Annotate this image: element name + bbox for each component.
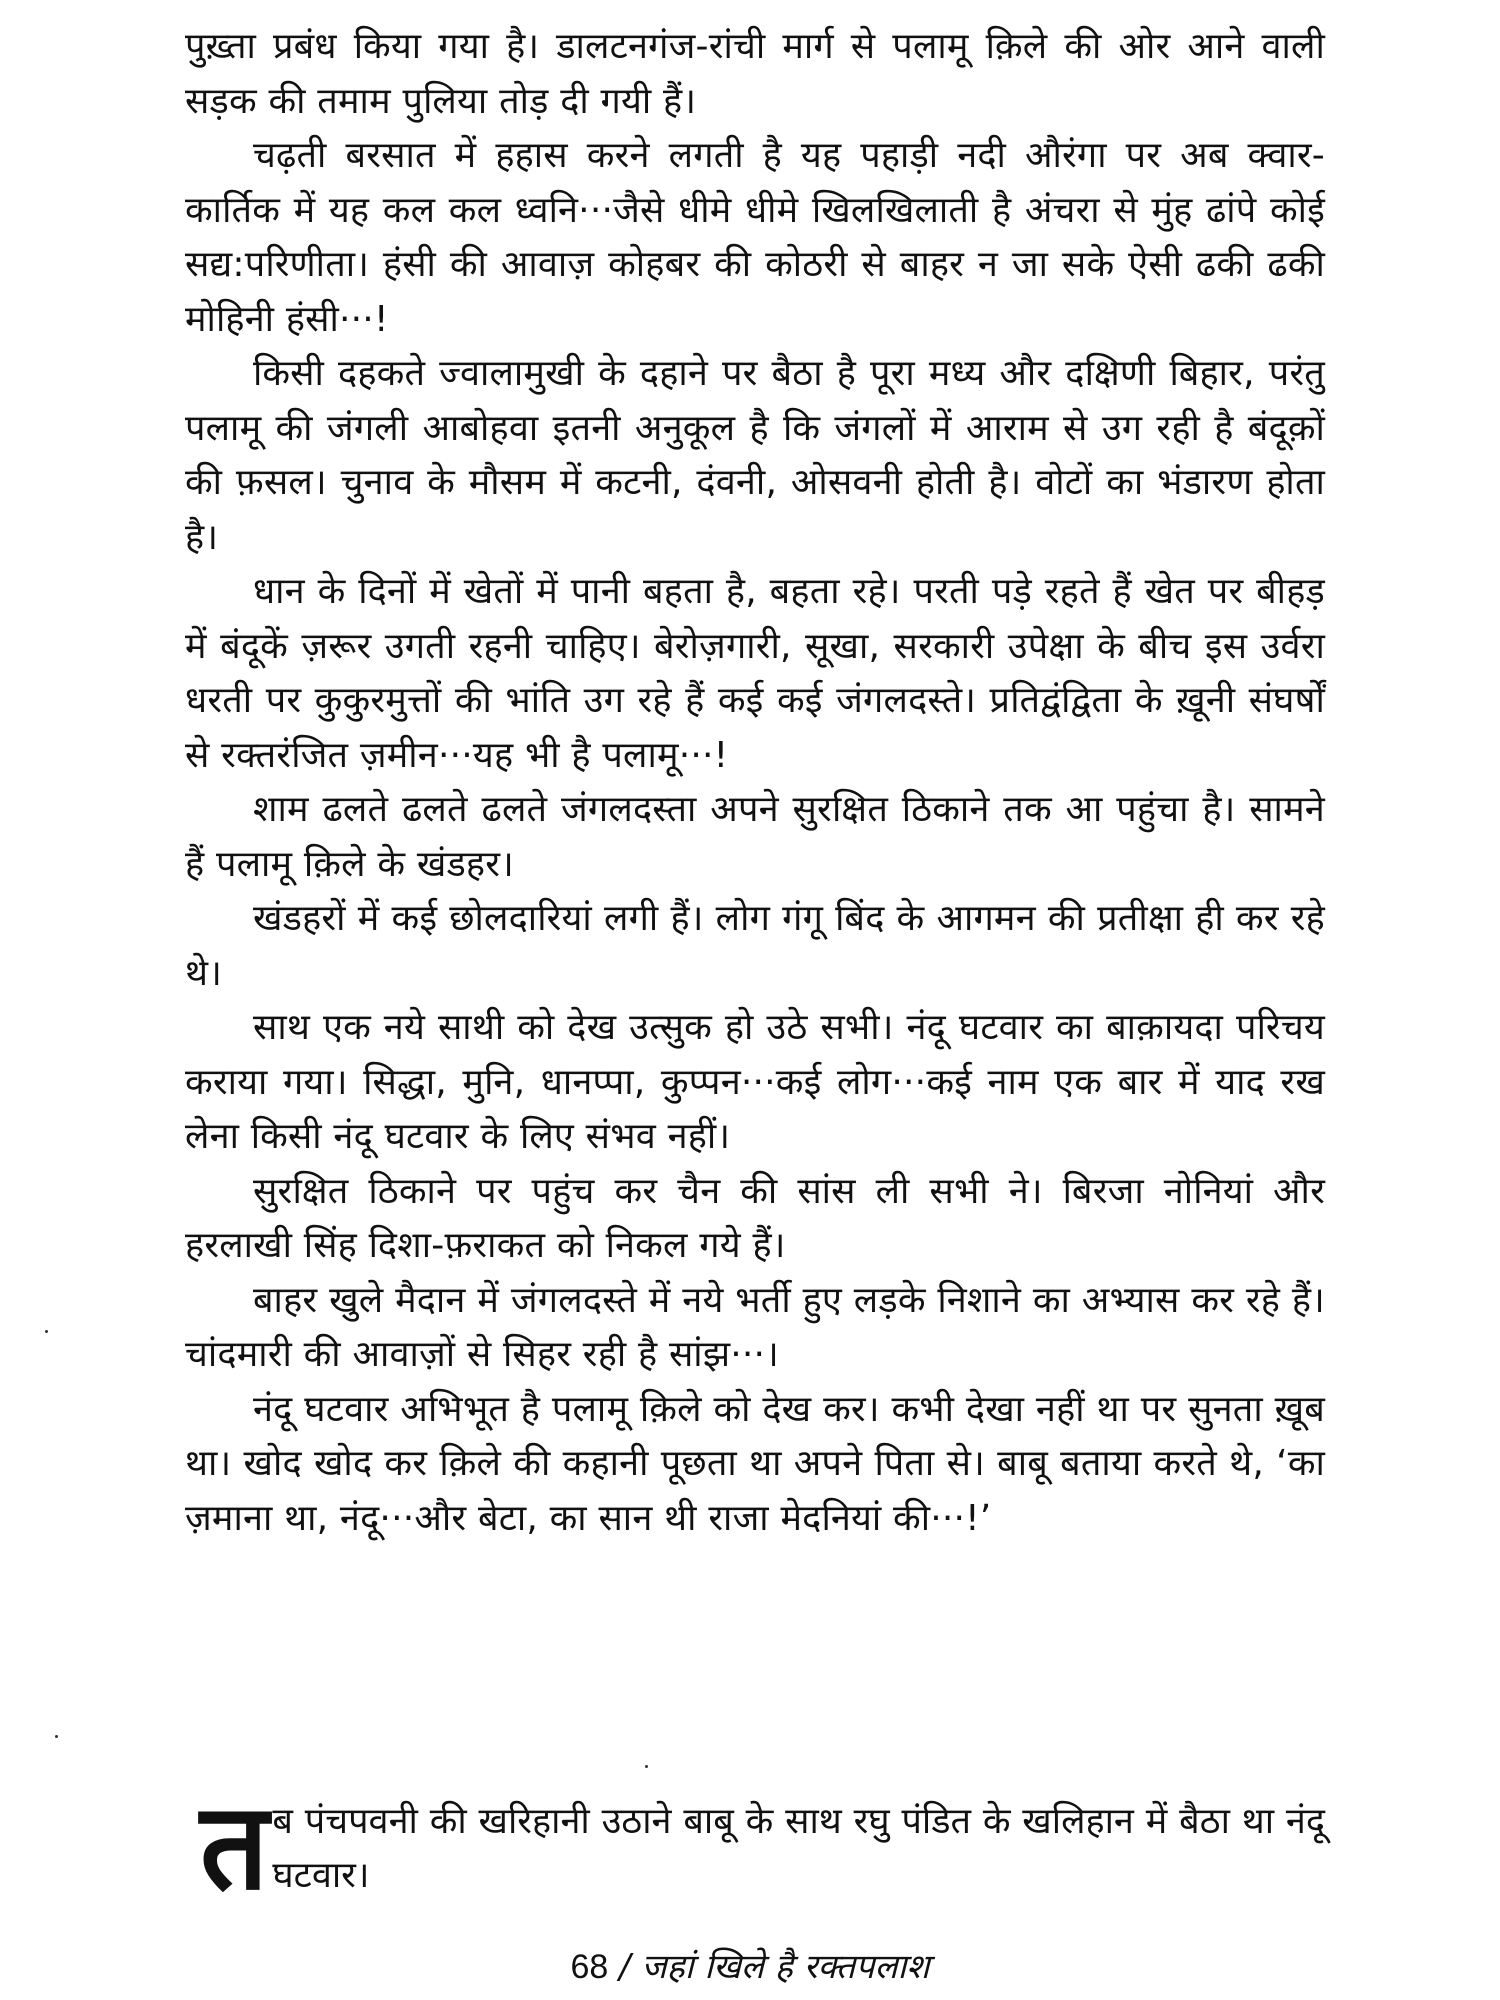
footer-separator: / [608, 1947, 642, 1987]
scan-speck [645, 1765, 648, 1768]
paragraph-5: शाम ढलते ढलते ढलते जंगलदस्ता अपने सुरक्षित ठिकाने तक आ पहुंचा है। सामने हैं पलामू क़िले के खंडहर। [185, 789, 1325, 885]
paragraph-7: साथ एक नये साथी को देख उत्सुक हो उठे सभी। नंदू घटवार का बाक़ायदा परिचय कराया गया। सिद्धा, मुनि, धानप्पा, कुप्पन···कई लोग···कई नाम एक बार में याद रख लेना किसी नंदू घटवार के लिए संभव नहीं। [185, 1007, 1325, 1157]
book-title: जहां खिले है रक्तपलाश [641, 1947, 930, 1987]
paragraph-9: बाहर खुले मैदान में जंगलदस्ते में नये भर्ती हुए लड़के निशाने का अभ्यास कर रहे हैं। चांदमारी की आवाज़ों से सिहर रही है सांझ···। [185, 1279, 1325, 1375]
scan-speck [55, 1735, 58, 1738]
section-opening-text: ब पंचपवनी की खरिहानी उठाने बाबू के साथ रघु पंडित के खलिहान में बैठा था नंदू घटवार। [272, 1801, 1325, 1896]
paragraph-2: चढ़ती बरसात में हहास करने लगती है यह पहाड़ी नदी औरंगा पर अब क्वार-कार्तिक में यह कल कल ध्वनि···जैसे धीमे धीमे खिलखिलाती है अंचरा से मुंह ढांपे कोई सद्य:परिणीता। हंसी की आवाज़ कोहबर की कोठरी से बाहर न जा सके ऐसी ढकी ढकी मोहिनी हंसी···! [185, 135, 1325, 340]
scan-speck [45, 1330, 48, 1333]
page-number: 68 [570, 1948, 609, 1986]
paragraph-8: सुरक्षित ठिकाने पर पहुंच कर चैन की सांस ली सभी ने। बिरजा नोनियां और हरलाखी सिंह दिशा-फ़राकत को निकल गये हैं। [185, 1170, 1325, 1266]
paragraph-4: धान के दिनों में खेतों में पानी बहता है, बहता रहे। परती पड़े रहते हैं खेत पर बीहड़ में बंदूकें ज़रूर उगती रहनी चाहिए। बेरोज़गारी, सूखा, सरकारी उपेक्षा के बीच इस उर्वरा धरती पर कुकुरमुत्तों की भांति उग रहे हैं कई कई जंगलदस्ते। प्रतिद्वंद्विता के ख़ूनी संघर्षों से रक्तरंजित ज़मीन···यह भी है पलामू···! [185, 571, 1325, 776]
paragraph-6: खंडहरों में कई छोलदारियां लगी हैं। लोग गंगू बिंद के आगमन की प्रतीक्षा ही कर रहे थे। [185, 898, 1325, 994]
page-footer [0, 1942, 1500, 1988]
body-text [185, 20, 1325, 1546]
paragraph-1: पुख़्ता प्रबंध किया गया है। डालटनगंज-रांची मार्ग से पलामू क़िले की ओर आने वाली सड़क की तमाम पुलिया तोड़ दी गयी हैं। [185, 26, 1325, 122]
paragraph-3: किसी दहकते ज्वालामुखी के दहाने पर बैठा है पूरा मध्य और दक्षिणी बिहार, परंतु पलामू की जंगली आबोहवा इतनी अनुकूल है कि जंगलों में आराम से उग रही है बंदूक़ों की फ़सल। चुनाव के मौसम में कटनी, दंवनी, ओसवनी होती है। वोटों का भंडारण होता है। [185, 353, 1325, 558]
paragraph-10: नंदू घटवार अभिभूत है पलामू क़िले को देख कर। कभी देखा नहीं था पर सुनता ख़ूब था। खोद खोद कर क़िले की कहानी पूछता था अपने पिता से। बाबू बताया करते थे, ‘का ज़माना था, नंदू···और बेटा, का सान थी राजा मेदनियां की···!’ [185, 1388, 1325, 1539]
drop-cap: त [200, 1776, 269, 1917]
new-section [200, 1776, 1325, 1917]
